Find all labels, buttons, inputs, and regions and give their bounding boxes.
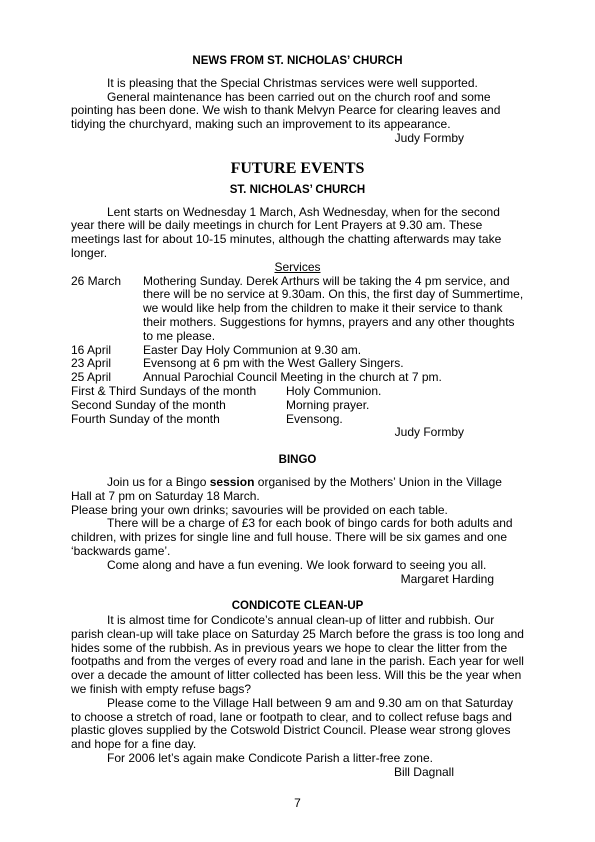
service-row <box>71 275 524 344</box>
bingo-signature: Margaret Harding <box>400 571 494 586</box>
cleanup-paragraph-1: It is almost time for Condicote’s annual clean-up of litter and rubbish. Our parish clean-up will take place on Saturday 25 March before the grass is too long and hides some of the rubbish. As in previous years we hope to clear the litter from the footpaths and from the verges of every road and lane in the parish. Each year for well over a decade the amount of litter collected has been less. Will this be the year when we finish with empty refuse bags? <box>71 613 524 697</box>
bingo-paragraph-2: Please bring your own drinks; savouries will be provided on each table. <box>71 502 448 517</box>
future-signature: Judy Formby <box>394 425 464 440</box>
service-date: 23 April <box>71 356 112 371</box>
service-row <box>71 371 524 385</box>
regular-service-when: First & Third Sundays of the month <box>71 383 257 398</box>
page-number: 7 <box>294 796 301 810</box>
service-date: 25 April <box>71 370 112 385</box>
bingo-paragraph-4: Come along and have a fun evening. We look forward to seeing you all. <box>107 557 487 572</box>
service-text: Mothering Sunday. Derek Arthurs will be taking the 4 pm service, and there will be no service at 9.30am. On this, the first day of Summertime, we would like help from the children to make it their service to thank their mothers. Suggestions for hymns, prayers and any other thoughts to me please. <box>143 273 524 343</box>
cleanup-heading: CONDICOTE CLEAN-UP <box>231 600 364 613</box>
newsletter-page <box>71 55 524 780</box>
news-paragraph-1: It is pleasing that the Special Christmas services were well supported. <box>107 75 478 90</box>
lent-paragraph: Lent starts on Wednesday 1 March, Ash Wednesday, when for the second year there will be daily meetings in church for Lent Prayers at 9.30 am. These meetings last for about 10-15 minutes, although the chatting afterwards may take longer. <box>71 204 502 260</box>
regular-service-when: Fourth Sunday of the month <box>71 411 220 426</box>
bingo-heading: BINGO <box>278 454 317 467</box>
regular-service-when: Second Sunday of the month <box>71 397 226 412</box>
news-signature: Judy Formby <box>394 130 464 145</box>
regular-service-what: Evensong. <box>286 411 343 426</box>
cleanup-signature: Bill Dagnall <box>393 764 454 779</box>
regular-service-row <box>71 385 524 399</box>
service-text: Easter Day Holy Communion at 9.30 am. <box>143 342 362 357</box>
service-text: Annual Parochial Council Meeting in the church at 7 pm. <box>143 370 442 385</box>
future-events-heading: FUTURE EVENTS <box>230 159 365 177</box>
bingo-p1-start: Join us for a Bingo <box>107 474 210 489</box>
service-date: 16 April <box>71 342 112 357</box>
service-row <box>71 344 524 358</box>
service-row <box>71 357 524 371</box>
news-heading: NEWS FROM ST. NICHOLAS’ CHURCH <box>192 55 403 67</box>
bingo-paragraph-1 <box>71 476 524 504</box>
cleanup-paragraph-2: Please come to the Village Hall between 9 am and 9.30 am on that Saturday to choose a stretch of road, lane or footpath to clear, and to collect refuse bags and plastic gloves supplied by the Cotswold District Council. Please wear strong gloves and hope for a fine day. <box>71 695 514 752</box>
bingo-p1-end: organised by the Mothers’ Union in the Village Hall at 7 pm on Saturday 18 March. <box>71 474 502 503</box>
service-text: Evensong at 6 pm with the West Gallery Singers. <box>143 356 404 371</box>
service-date: 26 March <box>71 273 122 288</box>
bingo-paragraph-3: There will be a charge of £3 for each book of bingo cards for both adults and children, with prizes for single line and full house. There will be six games and one ‘backwards game’. <box>71 516 513 558</box>
regular-service-row <box>71 413 524 427</box>
regular-service-what: Morning prayer. <box>286 397 370 412</box>
regular-service-row <box>71 399 524 413</box>
regular-service-what: Holy Communion. <box>286 383 382 398</box>
cleanup-paragraph-3: For 2006 let’s again make Condicote Parish a litter-free zone. <box>107 751 433 766</box>
services-heading: Services <box>274 259 321 274</box>
church-heading: ST. NICHOLAS’ CHURCH <box>229 183 366 196</box>
news-paragraph-2: General maintenance has been carried out on the church roof and some pointing has been done. We wish to thank Melvyn Pearce for clearing leaves and tidying the churchyard, making such an improvement to its appearance. <box>71 89 501 132</box>
bingo-p1-bold: session <box>209 474 255 489</box>
